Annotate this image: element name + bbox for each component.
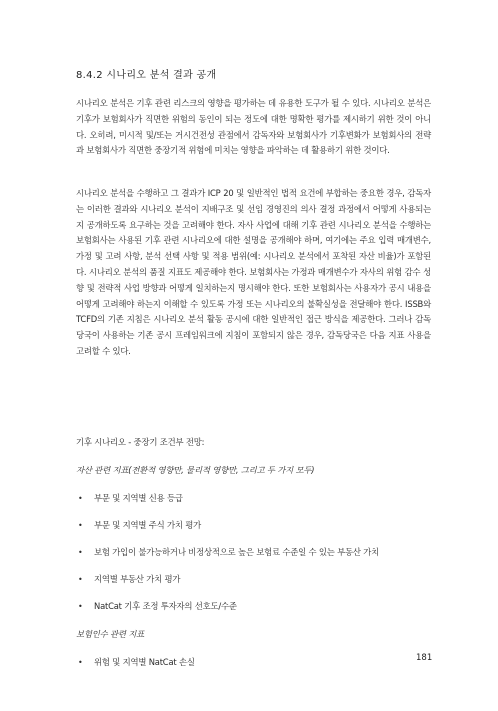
list-item-text: NatCat 기후 조정 투자자의 선호도/수준 bbox=[94, 601, 237, 611]
list-item-text: 보험 가입이 불가능하거나 비정상적으로 높은 보험료 수준일 수 있는 부동산 가치 bbox=[94, 547, 379, 557]
bullet-icon: • bbox=[78, 494, 83, 503]
list-item bbox=[78, 546, 379, 558]
bullet-icon: • bbox=[78, 548, 83, 557]
bullet-icon: • bbox=[78, 521, 83, 530]
bullet-icon: • bbox=[78, 575, 83, 584]
list-item-text: 지역별 부동산 가치 평가 bbox=[94, 574, 181, 584]
page-number: 181 bbox=[416, 653, 433, 663]
intro-line: 기후 시나리오 - 중장기 조건부 전망: bbox=[76, 437, 205, 447]
list-item bbox=[78, 573, 180, 585]
list-item bbox=[78, 492, 183, 504]
bullet-icon: • bbox=[78, 658, 83, 667]
list-item bbox=[78, 519, 201, 531]
list-item-text: 부문 및 지역별 신용 등급 bbox=[94, 493, 183, 503]
paragraph-1: 시나리오 분석은 기후 관련 리스크의 영향을 평가하는 데 유용한 도구가 될 수 있다. 시나리오 분석은 기후가 보험회사가 직면한 위험의 동인이 되는 정도에 대한 명확한 평가를 제시하기 위한 것이 아니다. 오히려, 미시적 및/또는 거시건전성 관점에서 감독자와 보험회사가 기후변화가 보험회사의 전략과 보험회사가 직면한 중장기적 위험에 미치는 영향을 파악하는 데 활용하기 위한 것이다. bbox=[76, 98, 431, 156]
section-heading: 8.4.2 시나리오 분석 결과 공개 bbox=[76, 70, 217, 81]
list-item-text: 부문 및 지역별 주식 가치 평가 bbox=[94, 520, 201, 530]
asset-indicators-title: 자산 관련 지표(전환적 영향만, 물리적 영향만, 그리고 두 가지 모두) bbox=[76, 465, 315, 475]
underwriting-indicators-title: 보험인수 관련 지표 bbox=[76, 629, 145, 639]
list-item bbox=[78, 600, 237, 612]
paragraph-2: 시나리오 분석을 수행하고 그 결과가 ICP 20 및 일반적인 법적 요건에 부합하는 중요한 경우, 감독자는 이러한 결과와 시나리오 분석이 지배구조 및 선임 경영진의 의사 결정 과정에서 어떻게 사용되는지 공개하도록 요구하는 것을 고려해야 한다. 자사 사업에 대해 기후 관련 시나리오 분석을 수행하는 보험회사는 사용된 기후 관련 시나리오에 대한 설명을 공개해야 하며, 여기에는 주요 입력 매개변수, 가정 및 고려 사항, 분석 선택 사항 및 적용 범위(예: 시나리오 분석에서 포착된 자산 비율)가 포함된다. 시나리오 분석의 품질 지표도 제공해야 한다. 보험회사는 가정과 매개변수가 자사의 위험 감수 성향 및 전략적 사업 방향과 어떻게 일치하는지 명시해야 한다. 또한 보험회사는 사용자가 공시 내용을 어떻게 고려해야 하는지 이해할 수 있도록 가정 또는 시나리오의 불확실성을 전달해야 한다. ISSB와 TCFD의 기존 지침은 시나리오 분석 활동 공시에 대한 일반적인 접근 방식을 제공한다. 그러나 감독당국이 사용하는 기존 공시 프레임워크에 지침이 포함되지 않은 경우, 감독당국은 다음 지표 사용을 고려할 수 있다. bbox=[76, 188, 431, 356]
list-item-text: 위험 및 지역별 NatCat 손실 bbox=[94, 657, 195, 667]
list-item bbox=[78, 656, 195, 668]
bullet-icon: • bbox=[78, 602, 83, 611]
